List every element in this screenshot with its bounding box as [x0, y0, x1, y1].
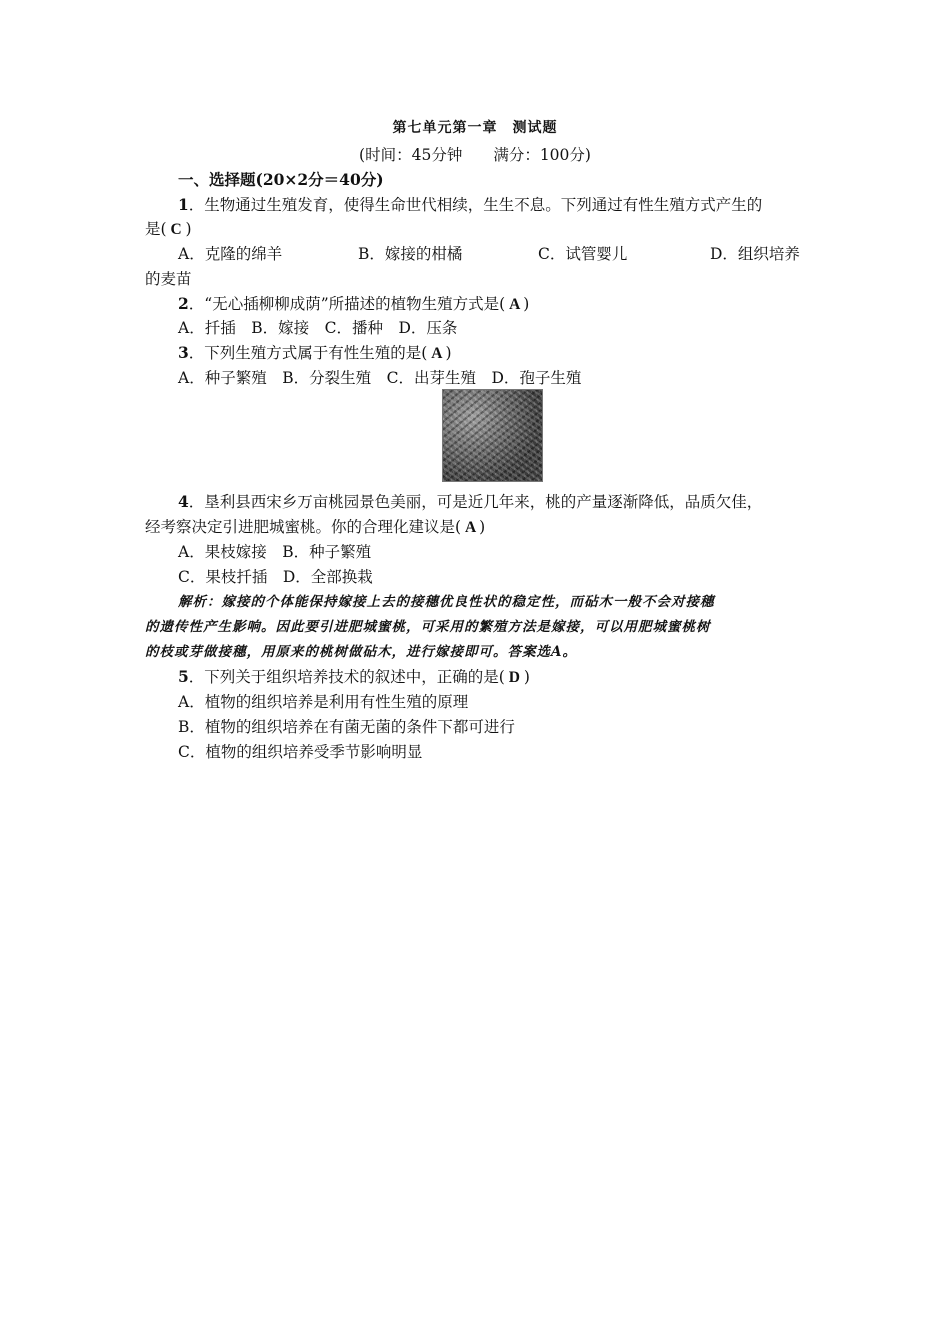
- q4-analysis-line-3: 的枝或芽做接穗，用原来的桃树做砧木，进行嫁接即可。答案选A。: [145, 644, 577, 660]
- q1-option-d-cont: 的麦苗: [145, 270, 192, 288]
- q1-option-a: A．克隆的绵羊: [178, 245, 283, 263]
- question-4-stem-cont: 经考察决定引进肥城蜜桃。你的合理化建议是( A ): [145, 518, 486, 536]
- q1-option-b: B．嫁接的柑橘: [358, 245, 463, 263]
- peach-orchard-photo: [442, 389, 543, 482]
- question-number: 3: [178, 343, 189, 362]
- q4-options-2: C．果枝扦插 D．全部换栽: [178, 568, 373, 586]
- section-heading: 一、选择题(20×2分＝40分): [178, 170, 384, 189]
- page-title: 第七单元第一章 测试题: [392, 120, 558, 136]
- question-2-stem: 2．“无心插柳柳成荫”所描述的植物生殖方式是( A ): [178, 294, 530, 313]
- answer: C: [166, 221, 186, 238]
- q5-option-a: A．植物的组织培养是利用有性生殖的原理: [178, 693, 469, 711]
- q1-option-c: C．试管婴儿: [538, 245, 628, 263]
- q2-options: A．扦插 B．嫁接 C．播种 D．压条: [178, 319, 458, 337]
- exam-meta: (时间：45分钟 满分：100分): [359, 146, 591, 164]
- q5-option-b: B．植物的组织培养在有菌无菌的条件下都可进行: [178, 718, 515, 736]
- q1-option-d: D．组织培养: [710, 245, 800, 263]
- question-number: 4: [178, 492, 189, 511]
- question-3-stem: 3．下列生殖方式属于有性生殖的是( A ): [178, 343, 452, 362]
- answer: A: [461, 519, 480, 536]
- answer: A: [505, 296, 524, 313]
- question-number: 2: [178, 294, 189, 313]
- question-number: 1: [178, 195, 189, 214]
- q4-analysis-line-2: 的遗传性产生影响。因此要引进肥城蜜桃，可采用的繁殖方法是嫁接，可以用肥城蜜桃树: [145, 619, 711, 635]
- question-1-stem: 1．生物通过生殖发育，使得生命世代相续，生生不息。下列通过有性生殖方式产生的: [178, 195, 763, 214]
- question-number: 5: [178, 667, 189, 686]
- q4-analysis-line-1: 解析：嫁接的个体能保持嫁接上去的接穗优良性状的稳定性，而砧木一般不会对接穗: [178, 594, 715, 610]
- question-1-stem-cont: 是( C ): [145, 220, 192, 238]
- q3-options: A．种子繁殖 B．分裂生殖 C．出芽生殖 D．孢子生殖: [178, 369, 582, 387]
- answer: D: [504, 669, 524, 686]
- question-4-stem: 4．垦利县西宋乡万亩桃园景色美丽，可是近几年来，桃的产量逐渐降低，品质欠佳，: [178, 492, 763, 511]
- question-5-stem: 5．下列关于组织培养技术的叙述中，正确的是( D ): [178, 667, 530, 686]
- q5-option-c: C．植物的组织培养受季节影响明显: [178, 743, 423, 761]
- answer: A: [427, 345, 446, 362]
- q4-options-1: A．果枝嫁接 B．种子繁殖: [178, 543, 372, 561]
